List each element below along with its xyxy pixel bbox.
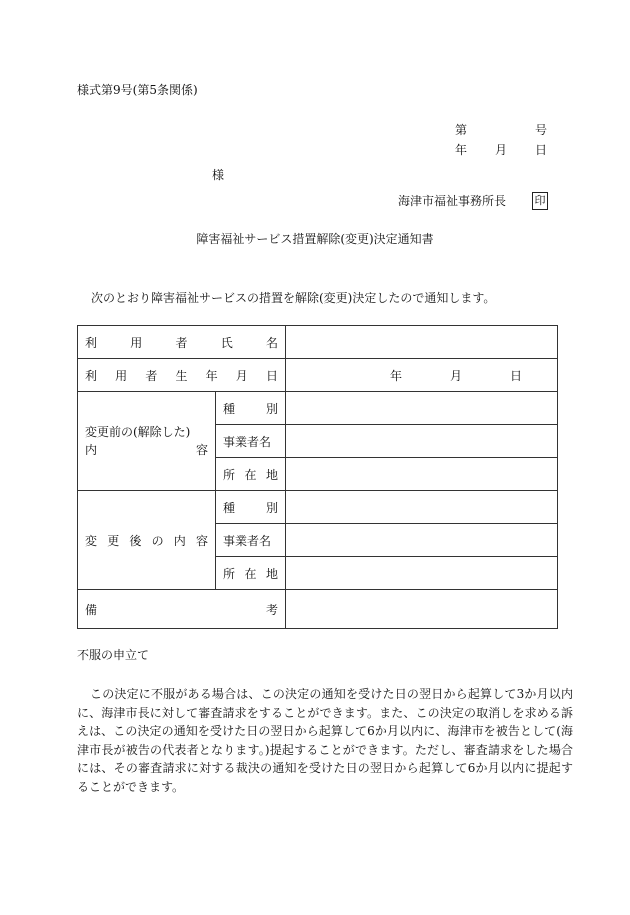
form-number: 様式第9号(第5条関係)	[77, 83, 198, 97]
char: 容	[195, 533, 208, 548]
objection-body: この決定に不服がある場合は、この決定の通知を受けた日の翌日から起算して3か月以内に、海津市長に対して審査請求をすることができます。また、この決定の取消しを求める訴えは、この決定の通知を受けた日の翌日から起算して6か月以内に、海津市を被告として(海津市長が被告の代表者となります。)提起することができます。ただし、審査請求をした場合には、その審査請求に対する裁決の通知を受けた日の翌日から起算して6か月以内に提起することができます。	[77, 687, 573, 794]
char: 備	[85, 602, 98, 617]
char: 容	[195, 443, 208, 457]
issuer-name: 海津市福祉事務所長	[398, 194, 507, 208]
birth-day-label: 日	[510, 368, 523, 383]
birth-month-label: 月	[450, 368, 463, 383]
before-provider-label: 事業者名	[216, 425, 286, 458]
before-location-field[interactable]	[286, 458, 558, 491]
date-year-label: 年	[455, 143, 468, 157]
user-name-field[interactable]	[286, 326, 558, 359]
char: 別	[266, 500, 279, 515]
char: 名	[266, 335, 279, 350]
birth-date-field[interactable]	[286, 359, 558, 392]
char: 変	[85, 533, 98, 548]
char: の	[151, 533, 164, 548]
char: 者	[175, 335, 188, 350]
char: 生	[175, 368, 188, 383]
char: 用	[115, 368, 128, 383]
char: 考	[266, 602, 279, 617]
char: 後	[129, 533, 142, 548]
after-content-label	[78, 491, 216, 590]
seal-mark: 印	[532, 192, 548, 210]
after-location-label	[216, 557, 286, 590]
table-row	[78, 491, 558, 524]
remarks-field[interactable]	[286, 590, 558, 629]
char: 種	[223, 500, 236, 515]
birth-year-label: 年	[390, 368, 403, 383]
user-name-label	[78, 326, 286, 359]
table-row	[78, 590, 558, 629]
char: 所	[223, 467, 236, 482]
char: 年	[205, 368, 218, 383]
before-location-label	[216, 458, 286, 491]
after-type-label	[216, 491, 286, 524]
char: 用	[130, 335, 143, 350]
char: 別	[266, 401, 279, 416]
table-row	[78, 359, 558, 392]
char: 種	[223, 401, 236, 416]
remarks-label	[78, 590, 286, 629]
birth-date-label	[78, 359, 286, 392]
table-row	[78, 326, 558, 359]
table-row	[78, 392, 558, 425]
intro-text: 次のとおり障害福祉サービスの措置を解除(変更)決定したので通知します。	[91, 291, 496, 305]
char: 内	[85, 443, 98, 457]
notice-form-table	[77, 325, 558, 629]
before-provider-field[interactable]	[286, 425, 558, 458]
char: 在	[244, 467, 257, 482]
char: 更	[107, 533, 120, 548]
char: 利	[85, 368, 98, 383]
char: 地	[266, 467, 279, 482]
char: 地	[266, 566, 279, 581]
number-go-label: 号	[535, 123, 548, 137]
char: 氏	[220, 335, 233, 350]
number-dai-label: 第	[455, 123, 468, 137]
char: 月	[235, 368, 248, 383]
char: 利	[85, 335, 98, 350]
char: 者	[145, 368, 158, 383]
document-title: 障害福祉サービス措置解除(変更)決定通知書	[196, 232, 434, 246]
after-provider-label: 事業者名	[216, 524, 286, 557]
date-day-label: 日	[535, 143, 548, 157]
char: 日	[265, 368, 278, 383]
after-provider-field[interactable]	[286, 524, 558, 557]
after-location-field[interactable]	[286, 557, 558, 590]
char: 所	[223, 566, 236, 581]
before-label-line1: 変更前の(解除した)	[85, 425, 191, 439]
addressee-suffix: 様	[212, 168, 225, 182]
date-month-label: 月	[495, 143, 508, 157]
before-type-label	[216, 392, 286, 425]
after-type-field[interactable]	[286, 491, 558, 524]
before-type-field[interactable]	[286, 392, 558, 425]
objection-title: 不服の申立て	[77, 648, 150, 662]
char: 在	[244, 566, 257, 581]
char: 内	[173, 533, 186, 548]
before-content-label	[78, 392, 216, 491]
